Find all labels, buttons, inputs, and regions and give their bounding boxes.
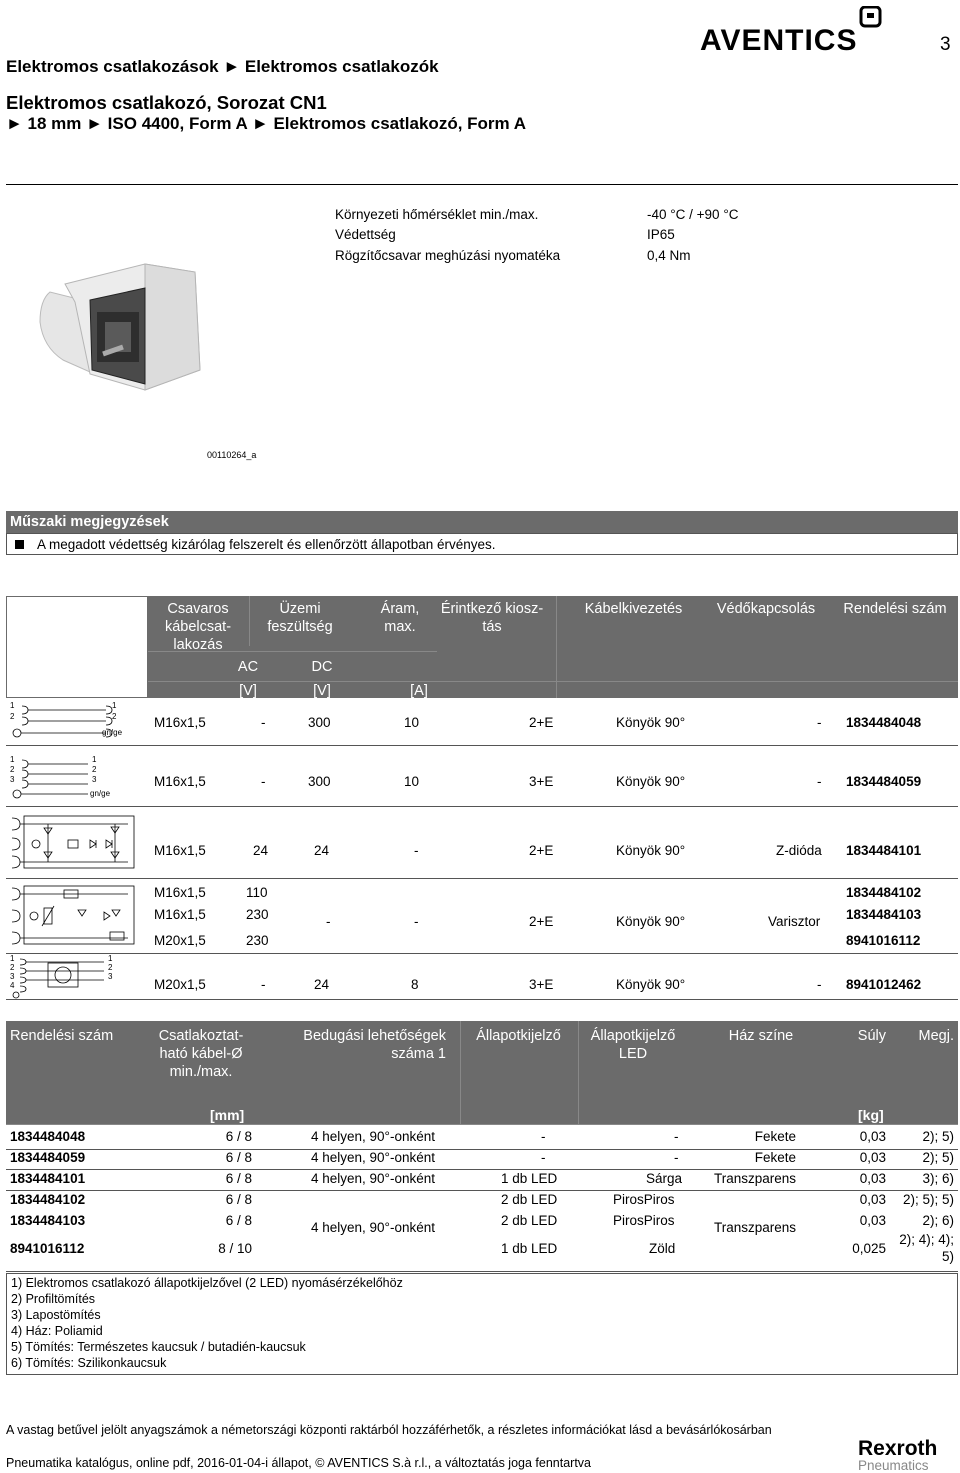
- pin-label: 2: [10, 963, 15, 972]
- header-rendelesi: Rendelési szám: [10, 1028, 114, 1044]
- pin-label: 1: [112, 701, 117, 710]
- specification-table: Rendelési szám Csatlakoztat- ható kábel-Ø min./max. Bedugási lehetőségek száma 1 Állapotkijelző Állapotkijelző LED Ház színe Súly Megj. [mm] [kg] 1834484048 6 / 8 4 helyen, 90°-onként - - Fekete 0,03 2); 5) 1834484059 6 / 8 4 helyen, 90°-onként - - Fekete 0,03 2); 5) 1834484101 6 / 8 4 helyen, 90°-onként 1 db LED Sárga Transzparens 0,03 3); 6) 1834484102 6 / 8 2 db LED PirosPiros 0,03 2); 5); 5) 1834484103 6 / 8 4 helyen, 90°-onként 2 db LED PirosPiros Transzparens 0,03 2); 6) 8941016112 8 / 10 1 db LED Zöld 0,025 2); 4); 4); 5): [6, 1021, 958, 1271]
- brand-text: AVENTICS: [700, 24, 858, 52]
- pin-label: 4: [10, 981, 15, 990]
- property-value: -40 °C / +90 °C: [647, 207, 739, 222]
- header-allapot: Állapotkijelző: [476, 1028, 561, 1044]
- pin-label: 3: [10, 775, 15, 784]
- connector-table: Csavaros kábelcsat- lakozás Üzemi feszültség Áram, max. Érintkező kiosz- tás Kábelkivezetés Védőkapcsolás Rendelési szám AC DC [V] [V] [A] 1 2 1 2 gn/ge 1 2 3 1 2 3 gn/ge 1 2 3 4 1 2 3 M16x1,5 - 300 10 2+E Könyök 90° - 1834484048 M16x1,5 - 300 10 3+E Könyök 90° - 1834484059 M16x1,5 24 24 - 2+E Könyök 90° Z-dióda 1834484101 M16x1,5 110 1834484102 M16x1,5 230 - - 2+E Könyök 90° Varisztor 1834484103 M20x1,5 230 8941016112 M20x1,5 - 24 8 3+E Könyök 90° - 8941012462: [6, 596, 958, 1000]
- page-subtitle: ► 18 mm ► ISO 4400, Form A ► Elektromos csatlakozó, Form A: [6, 114, 527, 133]
- header-csavaros: Csavaros kábelcsat- lakozás: [164, 601, 232, 653]
- header-kabel: Kábelkivezetés: [584, 601, 683, 617]
- header-megj: Megj.: [918, 1028, 954, 1044]
- unit-kg: [kg]: [858, 1107, 884, 1123]
- header-erintkezo: Érintkező kiosz- tás: [440, 601, 544, 635]
- wiring-symbol-2e: [8, 702, 138, 749]
- wiring-symbol-3e: [8, 756, 138, 806]
- breadcrumb: Elektromos csatlakozások ► Elektromos csatlakozók: [6, 57, 439, 76]
- unit-mm: [mm]: [210, 1107, 245, 1123]
- header-dc: DC: [311, 659, 333, 675]
- unit-dc: [V]: [313, 683, 331, 699]
- pin-label: 2: [10, 765, 15, 774]
- pin-label: 1: [10, 755, 15, 764]
- pin-label: 1: [10, 701, 15, 710]
- property-label: Védettség: [335, 227, 396, 242]
- pin-label: 1: [108, 954, 113, 963]
- footnote: 1) Elektromos csatlakozó állapotkijelzővel (2 LED) nyomásérzékelőhöz: [11, 1276, 403, 1290]
- footer-catalog: Pneumatika katalógus, online pdf, 2016-01-04-i állapot, © AVENTICS S.à r.l., a változtatás joga fenntartva: [6, 1456, 592, 1470]
- wiring-symbol-varistor: [8, 884, 143, 953]
- pneumatics-label: Pneumatics: [858, 1458, 929, 1473]
- footnote: 2) Profiltömítés: [11, 1292, 96, 1306]
- property-label: Rögzítőcsavar meghúzási nyomatéka: [335, 248, 561, 263]
- pin-label: 3: [92, 775, 97, 784]
- header-csatl: Csatlakoztat- ható kábel-Ø min./max.: [158, 1028, 244, 1080]
- page-title: Elektromos csatlakozó, Sorozat CN1: [6, 92, 327, 113]
- pin-label: 2: [112, 712, 117, 721]
- header-uzemi: Üzemi feszültség: [267, 601, 333, 635]
- pin-label: 2: [92, 765, 97, 774]
- unit-ac: [V]: [239, 683, 257, 699]
- pe-label: gn/ge: [102, 728, 123, 737]
- product-image: [35, 262, 235, 402]
- pin-label: 2: [108, 963, 113, 972]
- footnote: 3) Lapostömítés: [11, 1308, 101, 1322]
- property-label: Környezeti hőmérséklet min./max.: [335, 207, 539, 222]
- header-allapot-led: Állapotkijelző LED: [590, 1028, 676, 1062]
- header-rendelesi: Rendelési szám: [843, 601, 947, 617]
- header-vedo: Védőkapcsolás: [716, 601, 816, 617]
- pin-label: 1: [10, 954, 15, 963]
- wiring-symbol-zdiode: [8, 814, 143, 877]
- bullet-icon: [15, 540, 24, 549]
- footnotes: [6, 1273, 958, 1375]
- pin-label: 3: [108, 972, 113, 981]
- pin-label: 3: [10, 972, 15, 981]
- header-suly: Súly: [857, 1028, 886, 1044]
- tech-notes-heading: Műszaki megjegyzések: [6, 511, 958, 533]
- header-aram: Áram, max.: [380, 601, 420, 635]
- footnote: 4) Ház: Poliamid: [11, 1324, 103, 1338]
- aventics-logo: [700, 6, 885, 57]
- footer-note: A vastag betűvel jelölt anyagszámok a németországi központi raktárból hozzáférhetők, a részletes információkat lásd a bevásárlókosárban: [6, 1423, 772, 1437]
- pe-label: gn/ge: [90, 789, 111, 798]
- property-value: IP65: [647, 227, 675, 242]
- pin-label: 1: [92, 755, 97, 764]
- header-bedugasi: Bedugási lehetőségek száma 1: [303, 1028, 446, 1062]
- header-haz: Ház színe: [728, 1028, 794, 1044]
- tech-note-text: A megadott védettség kizárólag felszerelt és ellenőrzött állapotban érvényes.: [37, 537, 496, 552]
- footnote: 6) Tömítés: Szilikonkaucsuk: [11, 1356, 167, 1370]
- tech-notes-item: [6, 533, 958, 555]
- header-ac: AC: [237, 659, 259, 675]
- page-number: 3: [940, 34, 951, 55]
- wiring-symbol-m20: [8, 954, 138, 1004]
- rexroth-logo: Rexroth: [858, 1437, 938, 1460]
- pin-label: 2: [10, 712, 15, 721]
- symbol-header-blank: [6, 596, 148, 698]
- header-divider: [6, 184, 958, 185]
- footnote: 5) Tömítés: Természetes kaucsuk / butadién-kaucsuk: [11, 1340, 306, 1354]
- unit-a: [A]: [410, 683, 428, 699]
- image-caption: 00110264_a: [207, 450, 257, 460]
- property-value: 0,4 Nm: [647, 248, 691, 263]
